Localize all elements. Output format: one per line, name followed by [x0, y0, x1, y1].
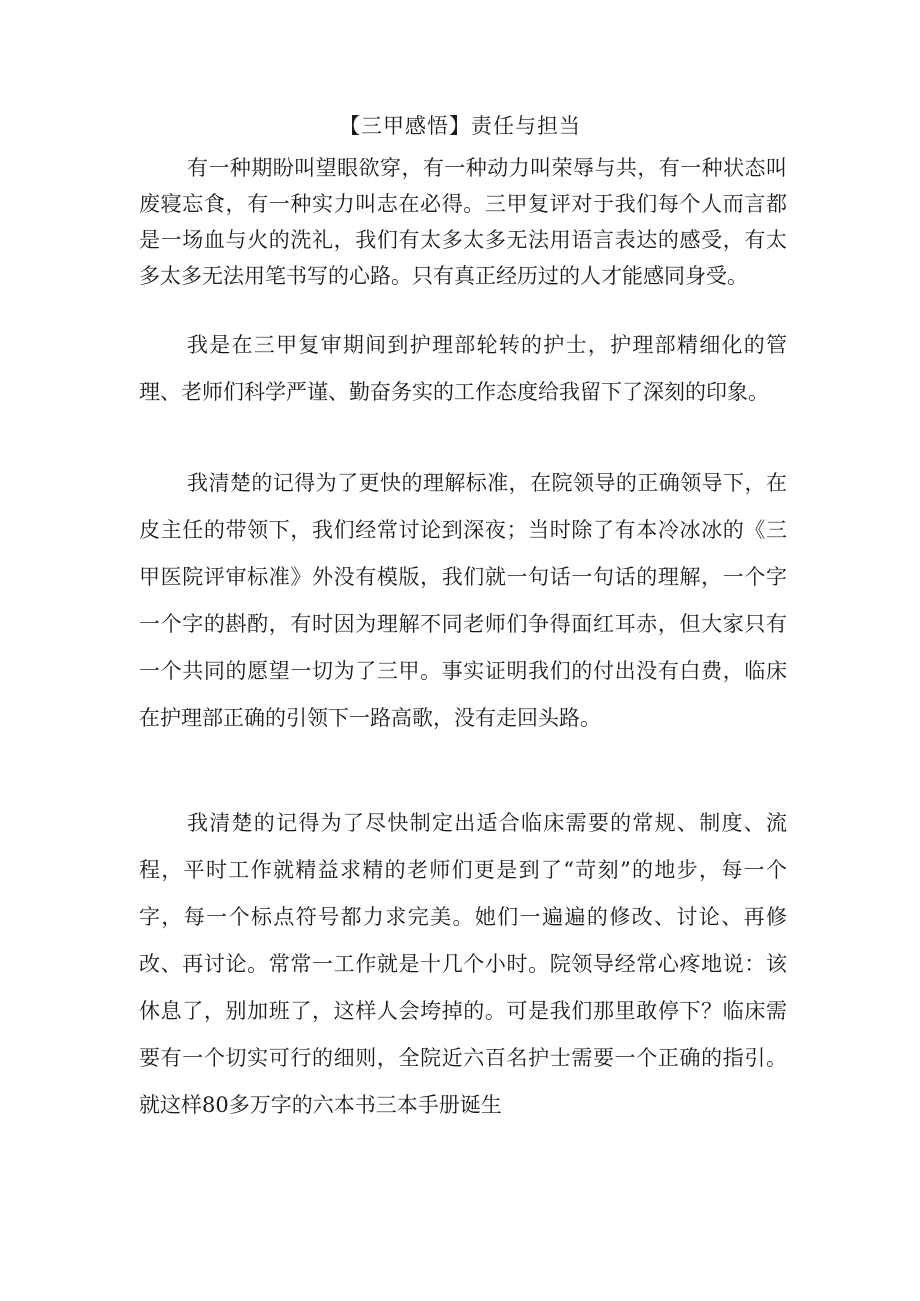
paragraph-1: 有一种期盼叫望眼欲穿，有一种动力叫荣辱与共，有一种状态叫废寝忘食，有一种实力叫志在必得。三甲复评对于我们每个人而言都是一场血与火的洗礼，我们有太多太多无法用语言表达的感受，有太多太多无法用笔书写的心路。只有真正经历过的人才能感同身受。 — [139, 156, 787, 288]
paragraph-2: 我是在三甲复审期间到护理部轮转的护士，护理部精细化的管理、老师们科学严谨、勤奋务实的工作态度给我留下了深刻的印象。 — [139, 333, 787, 404]
paragraph-3: 我清楚的记得为了更快的理解标准，在院领导的正确领导下，在皮主任的带领下，我们经常讨论到深夜；当时除了有本冷冰冰的《三甲医院评审标准》外没有模版，我们就一句话一句话的理解，一个字一个字的斟酌，有时因为理解不同老师们争得面红耳赤，但大家只有一个共同的愿望一切为了三甲。事实证明我们的付出没有白费，临床在护理部正确的引领下一路高歌，没有走回头路。 — [139, 471, 787, 730]
paragraph-4: 我清楚的记得为了尽快制定出适合临床需要的常规、制度、流程，平时工作就精益求精的老师们更是到了“苛刻”的地步，每一个字，每一个标点符号都力求完美。她们一遍遍的修改、讨论、再修改、再讨论。常常一工作就是十几个小时。院领导经常心疼地说：该休息了，别加班了，这样人会垮掉的。可是我们那里敢停下？临床需要有一个切实可行的细则，全院近六百名护士需要一个正确的指引。就这样80多万字的六本书三本手册诞生 — [139, 811, 787, 1117]
document-title: 【三甲感悟】责任与担当 — [339, 114, 581, 138]
